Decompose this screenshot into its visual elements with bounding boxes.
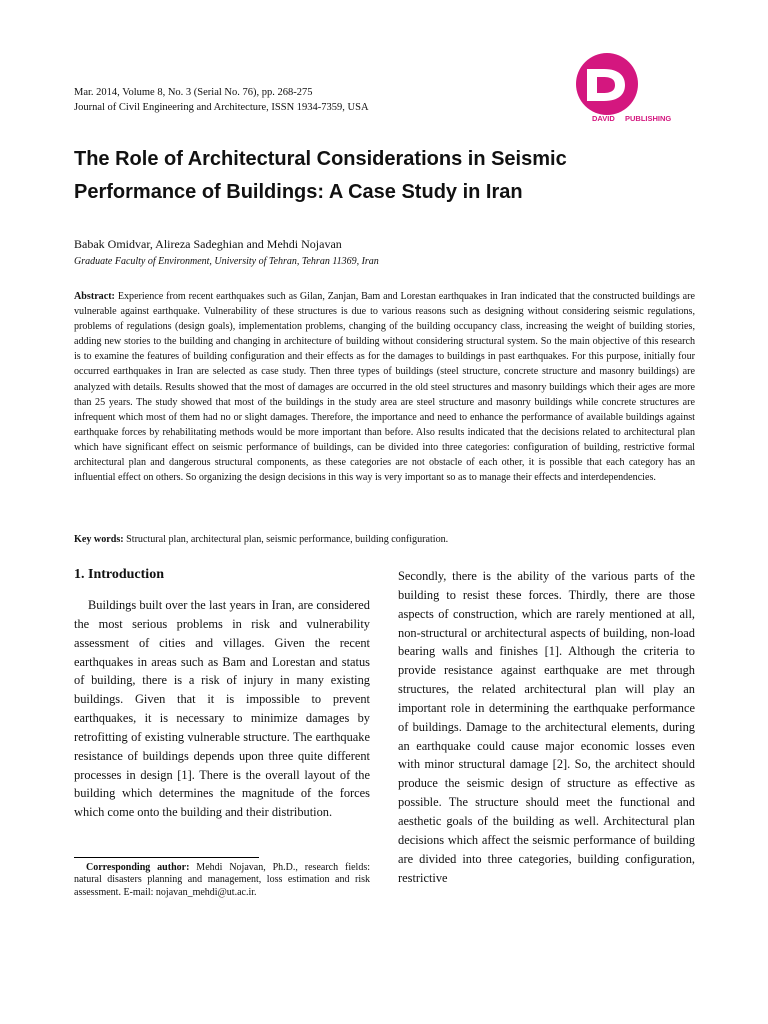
intro-left-column: Buildings built over the last years in Iran, are considered the most serious problems in risk and vulnerability assessment of cities and villages. Given the recent earthquakes in areas such as Bam and Lorestan and status of building, there is a risk of injury in many existing buildings. Given that it is impossible to prevent earthquakes, it is necessary to minimize damages by retrofitting of existing vulnerable structure. The earthquake resistance of buildings depends upon three quite different processes in design [1]. There is the overall layout of the building which determines the magnitude of the forces which come onto the building and their distribution.	[74, 598, 370, 820]
journal-issue-line: Mar. 2014, Volume 8, No. 3 (Serial No. 76), pp. 268-275	[74, 87, 313, 98]
intro-right-column: Secondly, there is the ability of the various parts of the building to resist these forces. Thirdly, there are those aspects of construction, which are rarely mentioned at all, non-structural or architectural aspects of building, non-load bearing walls and finishes [1]. Although the criteria to provide resistance against earthquake are met through structures, the related architectural plan will play an important role in determining the earthquake performance of buildings. Damage to the architectural elements, during an earthquake could cause major economic losses even with minor structural damage [2]. So, the architect should produce the seismic design of structure as effective as possible. The structure should meet the functional and aesthetic goals of the building as well. Architectural plan decisions which affect the seismic performance of building are divided into three categories, building configuration, restrictive	[398, 569, 695, 885]
keywords-label: Key words:	[74, 534, 124, 545]
keywords-text: Structural plan, architectural plan, seismic performance, building configuration.	[123, 534, 449, 545]
abstract-text: Experience from recent earthquakes such as Gilan, Zanjan, Bam and Lorestan earthquakes in Iran indicated that the constructed buildings are vulnerable against earthquake. Vulnerability of these structures is due to various reasons such as designing without considering seismic regulations, problems of regulations (design goals), implementation problems, changing of the building occupancy class, increasing the weight of building stories, adding new stories to the building and changing in architecture of building without considering structural system. So the main objective of this research is to examine the features of building configuration and their effects as for the damages to buildings in past earthquakes. For this purpose, initially four occurred earthquakes in Iran are selected as case study. Then three types of buildings (steel structure, concrete structure and masonry buildings) are analyzed with details. Results showed that the most of damages are occurred in the old steel structures and masonry buildings which their ages are more than 25 years. The study showed that most of the buildings in the study area are steel structure and masonry buildings while concrete structures are infrequent which most of them had no or slight damages. Therefore, the importance and need to enhance the performance of available buildings against earthquake forces by rehabilitating methods would be more important than before. Also results indicated that the decisions related to architectural plan which have significant effect on seismic performance of buildings, can be divided into three categories: configuration of building, restrictive formal architectural plan and dangerous structural components, as these categories are not obstacle of each other, it is possible that each category has an influential effect on others. So organizing the design decisions in this way is very important so as to manage their effects and interdependencies.	[74, 291, 695, 484]
journal-name-line: Journal of Civil Engineering and Architecture, ISSN 1934-7359, USA	[74, 102, 369, 113]
affiliation: Graduate Faculty of Environment, University of Tehran, Tehran 11369, Iran	[74, 256, 379, 267]
footnote-text: Mehdi Nojavan, Ph.D., research fields: natural disasters planning and management, loss estimation and risk assessment. E-mail: nojavan_mehdi@ut.ac.ir.	[74, 862, 370, 898]
footnote-divider	[74, 857, 259, 858]
david-publishing-logo	[570, 50, 705, 125]
authors: Babak Omidvar, Alireza Sadeghian and Mehdi Nojavan	[74, 237, 342, 251]
journal-info	[74, 85, 369, 115]
logo-mark-icon	[570, 50, 705, 125]
logo-text-publishing: PUBLISHING	[625, 114, 672, 123]
abstract-label: Abstract:	[74, 291, 115, 302]
paper-title: The Role of Architectural Considerations in Seismic Performance of Buildings: A Case Study in Iran	[74, 148, 567, 203]
section-heading: 1. Introduction	[74, 567, 164, 582]
logo-text-david: DAVID	[592, 114, 615, 123]
abstract	[74, 289, 695, 485]
keywords	[74, 532, 694, 547]
footnote	[74, 862, 370, 899]
footnote-label: Corresponding author:	[86, 862, 190, 873]
